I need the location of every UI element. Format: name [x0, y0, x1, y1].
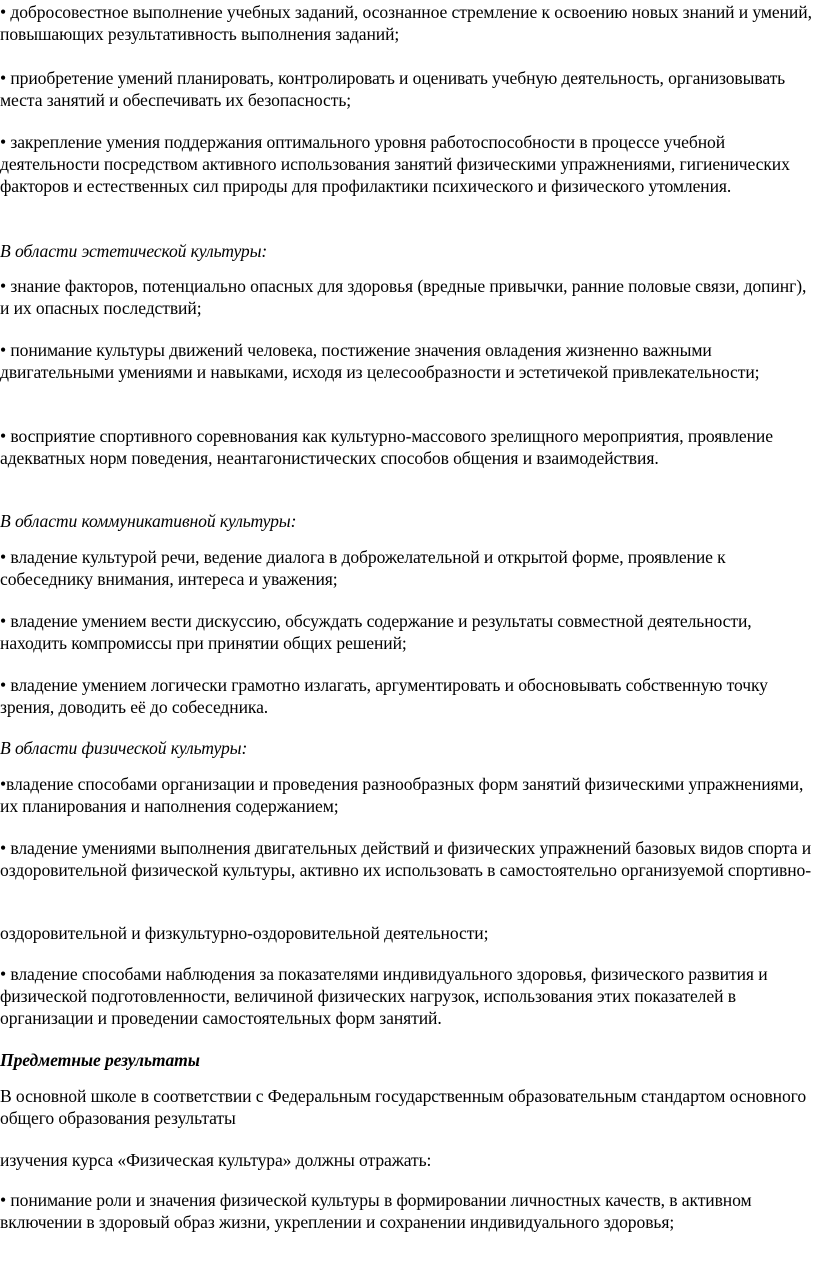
bullet-paragraph: • владение умением логически грамотно излагать, аргументировать и обосновывать собственную точку зрения, доводить её до собеседника. — [0, 675, 768, 717]
bullet-paragraph: • знание факторов, потенциально опасных для здоровья (вредные привычки, ранние половые связи, допинг), и их опасных последствий; — [0, 276, 807, 318]
bullet-paragraph: • владение умениями выполнения двигательных действий и физических упражнений базовых видов спорта и оздоровительной физической культуры, активно их использовать в самостоятельно организуемой спортивно- — [0, 838, 812, 880]
bullet-paragraph: • добросовестное выполнение учебных заданий, осознанное стремление к освоению новых знаний и умений, повышающих результативность выполнения заданий; — [0, 2, 812, 44]
bullet-paragraph: • приобретение умений планировать, контролировать и оценивать учебную деятельность, организовывать места занятий и обеспечивать их безопасность; — [0, 68, 786, 110]
bullet-paragraph: • восприятие спортивного соревнования как культурно-массового зрелищного мероприятия, проявление адекватных норм поведения, неантагонистических способов общения и взаимодействия. — [0, 426, 773, 468]
bullet-paragraph: • понимание роли и значения физической культуры в формировании личностных качеств, в активном включении в здоровый образ жизни, укреплении и сохранении индивидуального здоровья; — [0, 1190, 752, 1232]
bullet-paragraph: • владение способами наблюдения за показателями индивидуального здоровья, физического развития и физической подготовленности, величиной физических нагрузок, использования этих показателей в организации и проведении самостоятельных форм занятий. — [0, 964, 768, 1028]
bullet-paragraph: • понимание культуры движений человека, постижение значения овладения жизненно важными двигательными умениями и навыками, исходя из целесообразности и эстетичекой привлекательности; — [0, 340, 760, 382]
body-paragraph: В основной школе в соответствии с Федеральным государственным образовательным стандартом основного общего образования результаты — [0, 1086, 807, 1128]
section-heading-communicative: В области коммуникативной культуры: — [0, 511, 297, 531]
section-heading-aesthetic: В области эстетической культуры: — [0, 241, 268, 261]
body-paragraph: изучения курса «Физическая культура» должны отражать: — [0, 1150, 432, 1170]
bullet-paragraph: • закрепление умения поддержания оптимального уровня работоспособности в процессе учебной деятельности посредством активного использования занятий физическими упражнениями, гигиенических факторов и естественных сил природы для профилактики психического и физического утомления. — [0, 132, 790, 196]
section-heading-subject-results: Предметные результаты — [0, 1050, 200, 1070]
bullet-paragraph: • владение культурой речи, ведение диалога в доброжелательной и открытой форме, проявление к собеседнику внимания, интереса и уважения; — [0, 547, 726, 589]
bullet-paragraph: •владение способами организации и проведения разнообразных форм занятий физическими упражнениями, их планирования и наполнения содержанием; — [0, 774, 804, 816]
continuation-paragraph: оздоровительной и физкультурно-оздоровительной деятельности; — [0, 923, 489, 943]
section-heading-physical: В области физической культуры: — [0, 738, 248, 758]
bullet-paragraph: • владение умением вести дискуссию, обсуждать содержание и результаты совместной деятельности, находить компромиссы при принятии общих решений; — [0, 611, 752, 653]
